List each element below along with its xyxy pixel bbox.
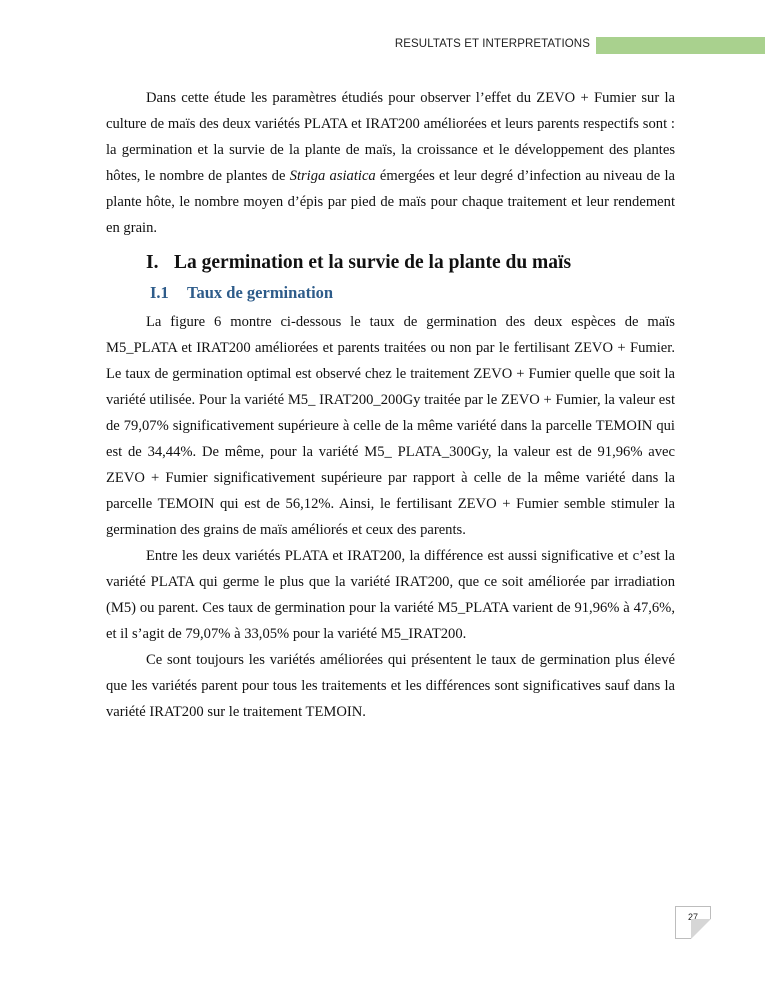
section-title: La germination et la survie de la plante du maïs: [174, 252, 572, 273]
intro-text-start: Dans cette étude les paramètres étudiés pour observer l’effet du ZEVO + Fumier sur la culture de maïs des deux variétés PLATA et IRAT200 améliorées et leurs parents respectifs sont : la germination et la survie de la plante de maïs, la croissance et le développement des plantes hôtes, le nombre de plantes de: [106, 90, 675, 184]
species-name: Striga asiatica: [289, 168, 376, 184]
page-number-box: [675, 906, 711, 939]
paragraph-variety-comparison: Entre les deux variétés PLATA et IRAT200, la différence est aussi significative et c’est la variété PLATA qui germe le plus que la variété IRAT200, que ce soit améliorée par irradiation (M5) ou parent. Ces taux de germination pour la variété M5_PLATA varient de 91,96% à 47,6%, et il s’agit de 79,07% à 33,05% pour la variété M5_IRAT200.: [106, 548, 675, 642]
paragraph-germination-figure: La figure 6 montre ci-dessous le taux de germination des deux espèces de maïs M5_PLATA et IRAT200 améliorées et parents traitées ou non par le fertilisant ZEVO + Fumier. Le taux de germination optimal est observé chez le traitement ZEVO + Fumier quelle que soit la variété utilisée. Pour la variété M5_ IRAT200_200Gy traitée par le ZEVO + Fumier, la valeur est de 79,07% significativement supérieure à celle de la même variété dans la parcelle TEMOIN qui est de 34,44%. De même, pour la variété M5_ PLATA_300Gy, la valeur est de 91,96% avec ZEVO + Fumier significativement supérieure par rapport à celle de la même variété dans la parcelle TEMOIN qui est de 56,12%. Ainsi, le fertilisant ZEVO + Fumier semble stimuler la germination des grains de maïs améliorés et ceux des parents.: [106, 314, 675, 538]
subsection-title: Taux de germination: [187, 283, 334, 302]
section-number: I.: [146, 252, 159, 273]
header-accent-bar: [596, 37, 765, 54]
page-number: 27: [687, 912, 698, 922]
paragraph-improved-varieties: Ce sont toujours les variétés améliorées qui présentent le taux de germination plus élevé que les variétés parent pour tous les traitements et les différences sont significatives sauf dans la variété IRAT200 sur le traitement TEMOIN.: [106, 652, 675, 720]
page-corner-fold: [691, 919, 711, 939]
intro-paragraph: [106, 85, 675, 241]
subsection-heading: [150, 283, 333, 303]
intro-text-end: émergées et leur degré d’infection au niveau de la plante hôte, le nombre moyen d’épis par pied de maïs pour chaque traitement et leur rendement en grain.: [106, 168, 675, 236]
running-header: RESULTATS ET INTERPRETATIONS: [394, 38, 590, 50]
subsection-number: I.1: [150, 283, 169, 302]
body-section: [106, 309, 675, 725]
section-heading: [146, 252, 571, 274]
